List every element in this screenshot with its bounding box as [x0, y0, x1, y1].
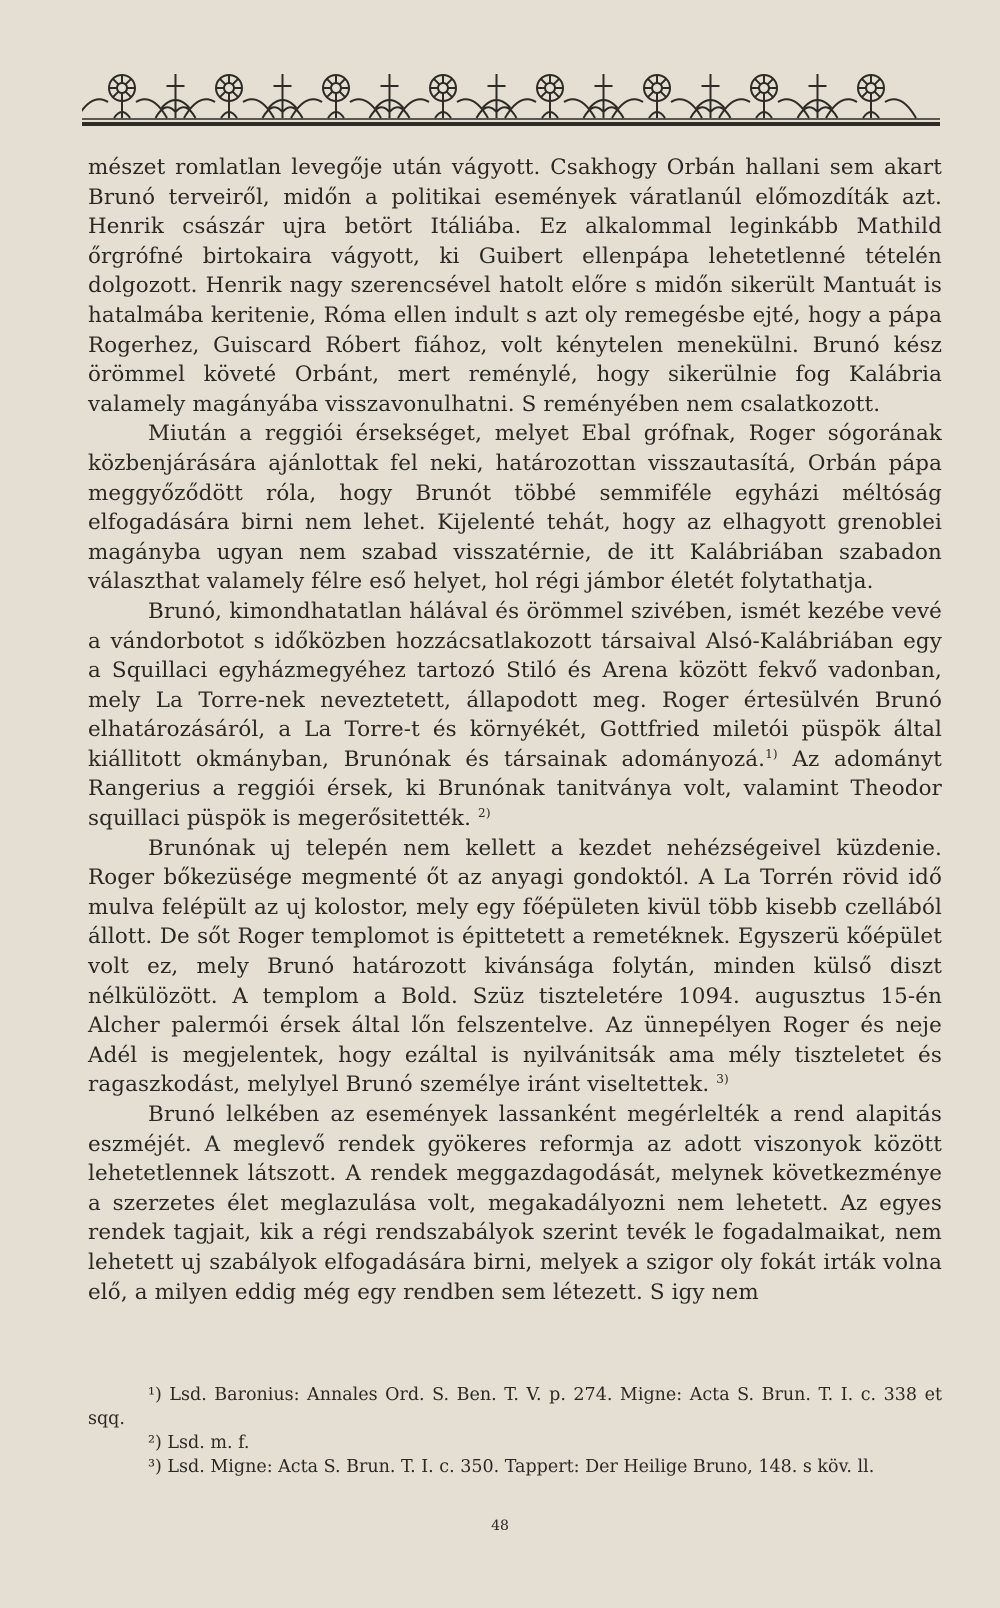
sprig-ornament-icon: [691, 74, 731, 118]
footnotes: [88, 1383, 942, 1479]
flower-ornament-icon: [291, 75, 381, 118]
footnote-mark: ³): [148, 1457, 162, 1477]
footnote-text: Lsd. m. f.: [167, 1433, 250, 1453]
page-number: 48: [491, 1518, 509, 1534]
flower-ornament-icon: [719, 75, 809, 118]
paragraph-3: [88, 597, 942, 834]
footnote-text: Lsd. Baronius: Annales Ord. S. Ben. T. V. p. 274. Migne: Acta S. Brun. T. I. c. 338 et sqq.: [88, 1385, 942, 1429]
paragraph-text: mészet romlatlan levegője után vágyott. Csakhogy Orbán hallani sem akart Brunó terveiről, midőn a politikai események váratlanúl előmozdíták azt. Henrik császár ujra betört Itáliába. Ez alkalommal leginkább Mathild őrgrófné birtokaira vágyott, ki Guibert ellenpápa lehetetlenné tételén dolgozott. Henrik nagy szerencsével hatolt előre s midőn sikerült Mantuát is hatalmába keritenie, Róma ellen indult s azt oly remegésbe ejté, hogy a pápa Rogerhez, Guiscard Róbert fiához, volt kénytelen menekülni. Brunó kész örömmel követé Orbánt, mert reménylé, hogy sikerülnie fog Kalábria valamely magányába visszavonulhatni. S reményében nem csalatkozott.: [88, 155, 942, 417]
flower-ornament-icon: [82, 75, 167, 118]
paragraph-text: Brunónak uj telepén nem kellett a kezdet nehézségeivel küzdenie. Roger bőkezüsége megmenté őt az anyagi gondoktól. A La Torrén rövid idő mulva felépült az uj kolostor, mely egy főépületen kivül több kisebb czellából állott. De sőt Roger templomot is épittetett a remetéknek. Egyszerü kőépület volt ez, mely Brunó határozott kivánsága folytán, minden külső diszt nélkülözött. A templom a Bold. Szüz tiszteletére 1094. augusztus 15-én Alcher palermói érsek által lőn felszentelve. Az ünnepélyen Roger és neje Adél is megjelentek, hogy ezáltal is nyilvánitsák ama mély tiszteletet és ragaszkodást, melylyel Brunó személye iránt viseltettek.: [88, 835, 942, 1098]
paragraph-4: [88, 834, 942, 1100]
footnote-ref: 2): [478, 805, 491, 820]
sprig-ornament-icon: [156, 74, 196, 118]
paragraph-2: [88, 419, 942, 597]
sprig-ornament-icon: [263, 74, 303, 118]
footnote-ref: 1): [765, 746, 778, 761]
paragraph-text: Brunó, kimondhatatlan hálával és örömmel szivében, ismét kezébe vevé a vándorbotot s időközben hozzácsatlakozott társaival Alsó-Kalábriában egy a Squillaci egyházmegyéhez tartozó Stiló és Arena között fekvő vadonban, mely La Torre-nek neveztetett, állapodott meg. Roger értesülvén Brunó elhatározásáról, a La Torre-t és környékét, Gottfried miletói püspök által kiállitott okmányban, Brunónak és társainak adományozá.: [88, 598, 942, 772]
flower-ornament-icon: [826, 75, 916, 118]
body-text: [88, 153, 942, 1307]
decorative-header-border: [82, 62, 940, 132]
sprig-ornament-icon: [370, 74, 410, 118]
footnote-2: [88, 1431, 942, 1455]
paragraph-5: [88, 1100, 942, 1307]
footnote-ref: 3): [716, 1072, 729, 1087]
footnote-1: [88, 1383, 942, 1431]
flower-ornament-icon: [184, 75, 274, 118]
footnote-text: Lsd. Migne: Acta S. Brun. T. I. c. 350. Tappert: Der Heilige Bruno, 148. s köv. ll.: [167, 1457, 875, 1477]
paragraph-text: Az adományt Rangerius a reggiói érsek, ki Brunónak tanitványa volt, valamint Theodor squillaci püspök is megerősitették.: [88, 746, 942, 832]
sprig-ornament-icon: [477, 74, 517, 118]
footnote-3: [88, 1455, 942, 1479]
flower-ornament-icon: [505, 75, 595, 118]
paragraph-text: Miután a reggiói érsekséget, melyet Ebal grófnak, Roger sógorának közbenjárására ajánlottak fel neki, határozottan visszautasítá, Orbán pápa meggyőződött róla, hogy Brunót többé semmiféle egyházi méltóság elfogadására birni nem lehet. Kijelenté tehát, hogy az elhagyott grenoblei magányba ugyan nem szabad visszatérnie, de itt Kalábriában szabadon választhat valamely félre eső helyet, hol régi jámbor életét folytathatja.: [88, 421, 942, 595]
sprig-ornament-icon: [584, 74, 624, 118]
paragraph-1: [88, 153, 942, 419]
footnote-mark: ¹): [148, 1385, 162, 1405]
sprig-ornament-icon: [798, 74, 838, 118]
paragraph-text: Brunó lelkében az események lassanként megérlelték a rend alapitás eszméjét. A meglevő rendek gyökeres reformja az adott viszonyok között lehetetlennek látszott. A rendek meggazdagodását, melynek következménye a szerzetes élet meglazulása volt, megakadályozni nem lehetett. Az egyes rendek tagjait, kik a régi rendszabályok szerint tevék le fogadalmaikat, nem lehetett uj szabályok elfogadására birni, melyek a szigor oly fokát irták volna elő, a milyen eddig még egy rendben sem létezett. S igy nem: [88, 1102, 942, 1305]
flower-ornament-icon: [612, 75, 702, 118]
footnote-mark: ²): [148, 1433, 162, 1453]
flower-ornament-icon: [398, 75, 488, 118]
